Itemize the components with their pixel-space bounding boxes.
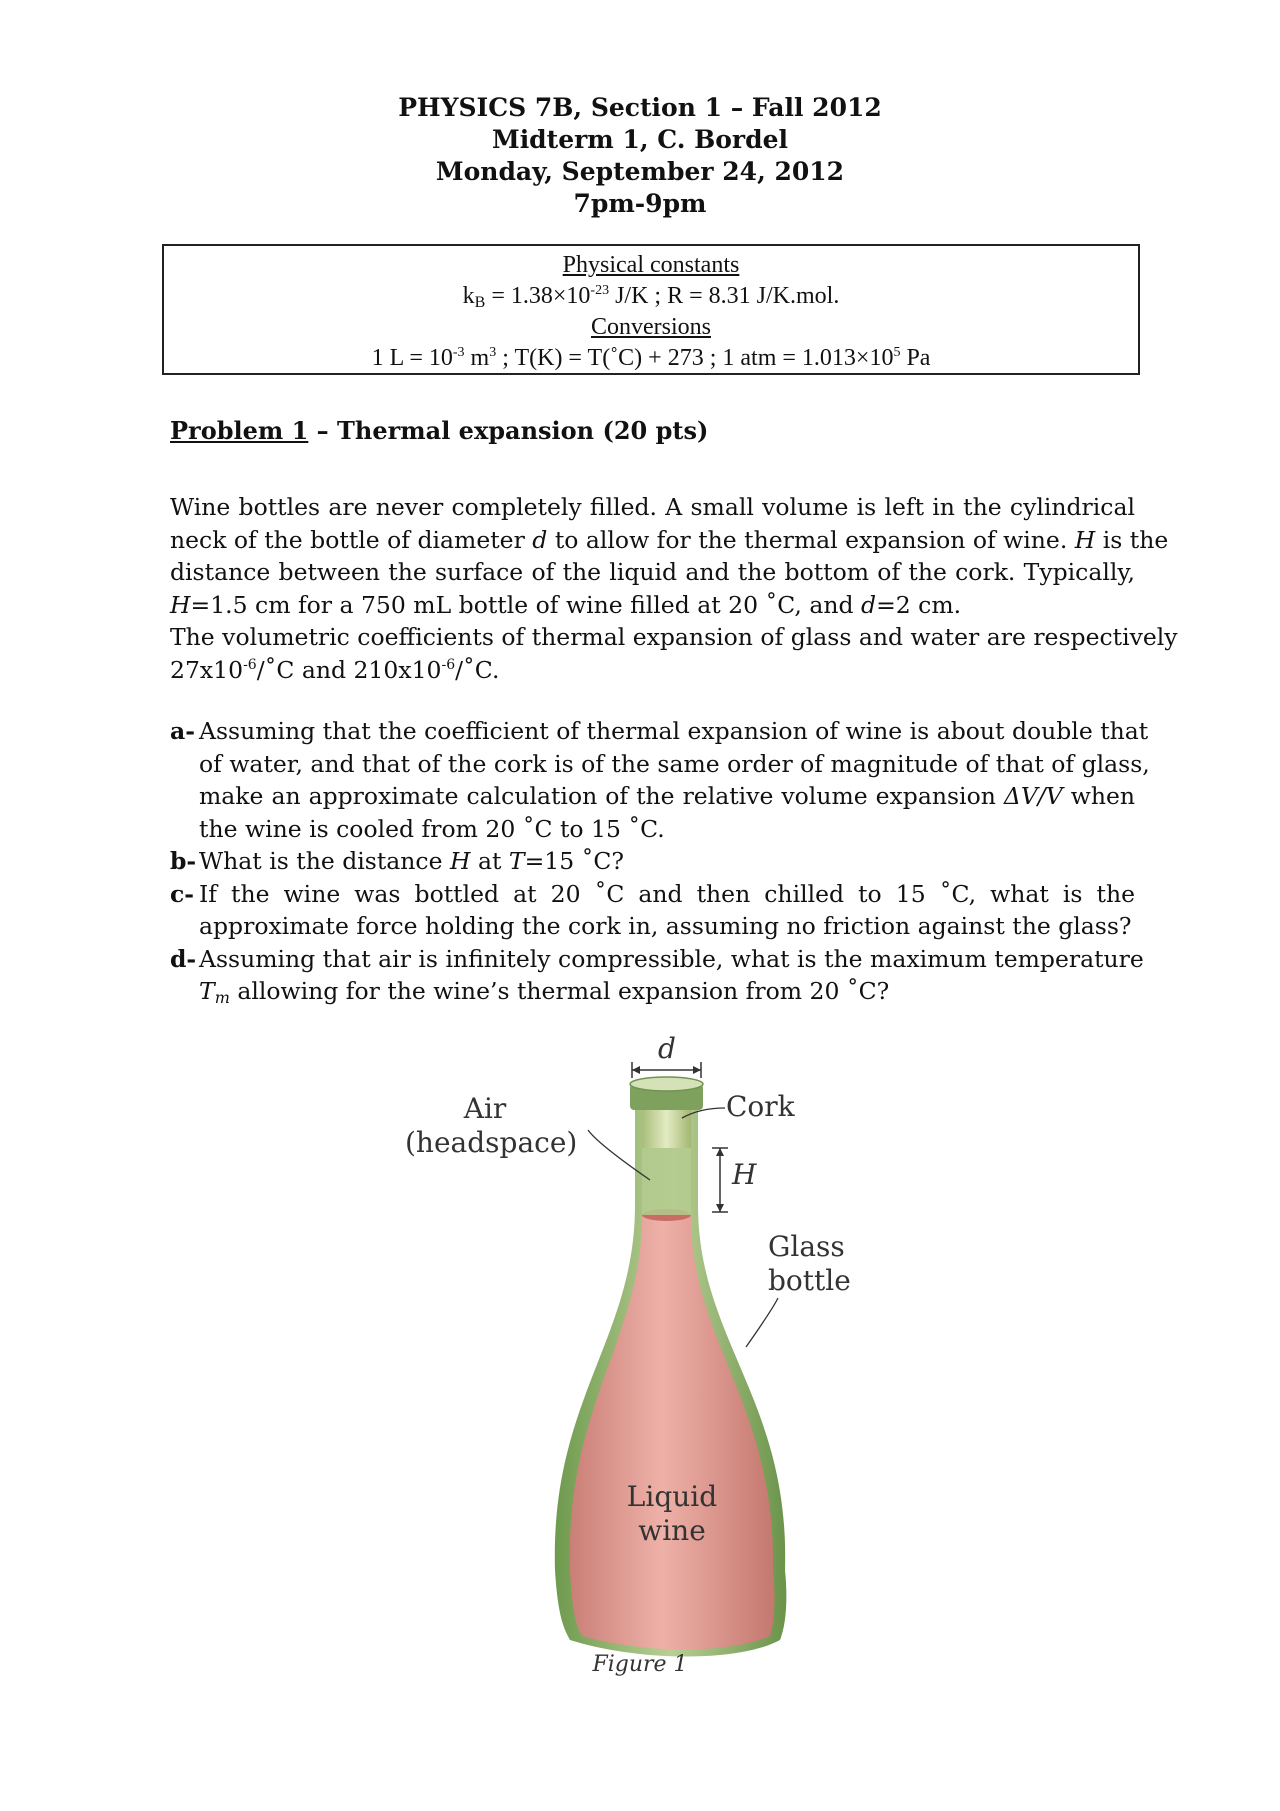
constants-heading: Physical constants xyxy=(562,252,740,278)
problem-intro: Wine bottles are never completely filled. A small volume is left in the cylindrical neck of the bottle of diameter d to allow for the thermal expansion of wine. H is the distance between the surface of the liquid and the bottom of the cork. Typically, H=1.5 cm for a 750 mL bottle of wine filled at 20 ˚C, and d=2 cm. The volumetric coefficients of thermal expansion of glass and water are respectively $27x10^{-6}/˚C$ and $210x10^{-6}/˚C$. xyxy=(170,493,1178,684)
wine-bottle-figure xyxy=(380,1032,940,1680)
d-label: d xyxy=(658,1032,676,1065)
figure-caption: Figure 1 xyxy=(592,1652,688,1677)
problem-title: Problem 1 – Thermal expansion (20 pts) xyxy=(170,416,709,445)
liquid-wine-label: Liquid wine xyxy=(626,1480,718,1547)
question-list: a- Assuming that the coefficient of thermal expansion of wine is about double that of water, and that of the cork is of the same order of magnitude of that of glass, make an approximate calculation of the relative volume expansion ΔV/V when the wine is cooled from 20 ˚C to 15 ˚C. b- What is the distance H at T=15 ˚C? c- If the wine was bottled at 20 ˚C and then chilled to 15 ˚C, what is the approximate force holding the cork in, assuming no friction against the glass? d- Assuming that air is infinitely compressible, what is the maximum temperature $T_m$ allowing for the wine’s thermal expansion from 20 ˚C? xyxy=(170,717,1150,1007)
bottle-mouth xyxy=(630,1077,703,1091)
glass-bottle-label: Glass bottle xyxy=(768,1230,851,1297)
question-d: d- Assuming that air is infinitely compressible, what is the maximum temperature xyxy=(170,944,1144,973)
exam-header xyxy=(0,92,1280,220)
question-c: c- If the wine was bottled at 20 ˚C and then chilled to 15 ˚C, what is the xyxy=(170,879,1135,908)
air-label: Air (headspace) xyxy=(405,1092,578,1159)
question-b: b- What is the distance H at T=15 ˚C? xyxy=(170,847,624,875)
glass-leader xyxy=(746,1298,778,1347)
h-label: H xyxy=(732,1158,757,1191)
constants-line: $k_B = 1.38\times 10^{-23}$ J/K ; R = 8.31 J/K.mol. xyxy=(462,283,840,311)
conversions-heading: Conversions xyxy=(591,314,711,340)
liquid-wine xyxy=(570,1215,775,1650)
exam-name: Midterm 1, C. Bordel xyxy=(492,125,788,154)
conversions-line: 1 $L = 10^{-3}$ $m^3$ ; T(K) = T(˚C) + 273 ; 1 atm = $1.013\times 10^5$ Pa xyxy=(371,345,931,371)
cork-label: Cork xyxy=(726,1090,795,1123)
question-a: a- Assuming that the coefficient of thermal expansion of wine is about double that xyxy=(170,717,1149,745)
exam-time: 7pm-9pm xyxy=(573,189,707,218)
exam-date: Monday, September 24, 2012 xyxy=(435,157,845,186)
constants-box xyxy=(162,244,1140,375)
course-title: PHYSICS 7B, Section 1 – Fall 2012 xyxy=(398,93,882,122)
